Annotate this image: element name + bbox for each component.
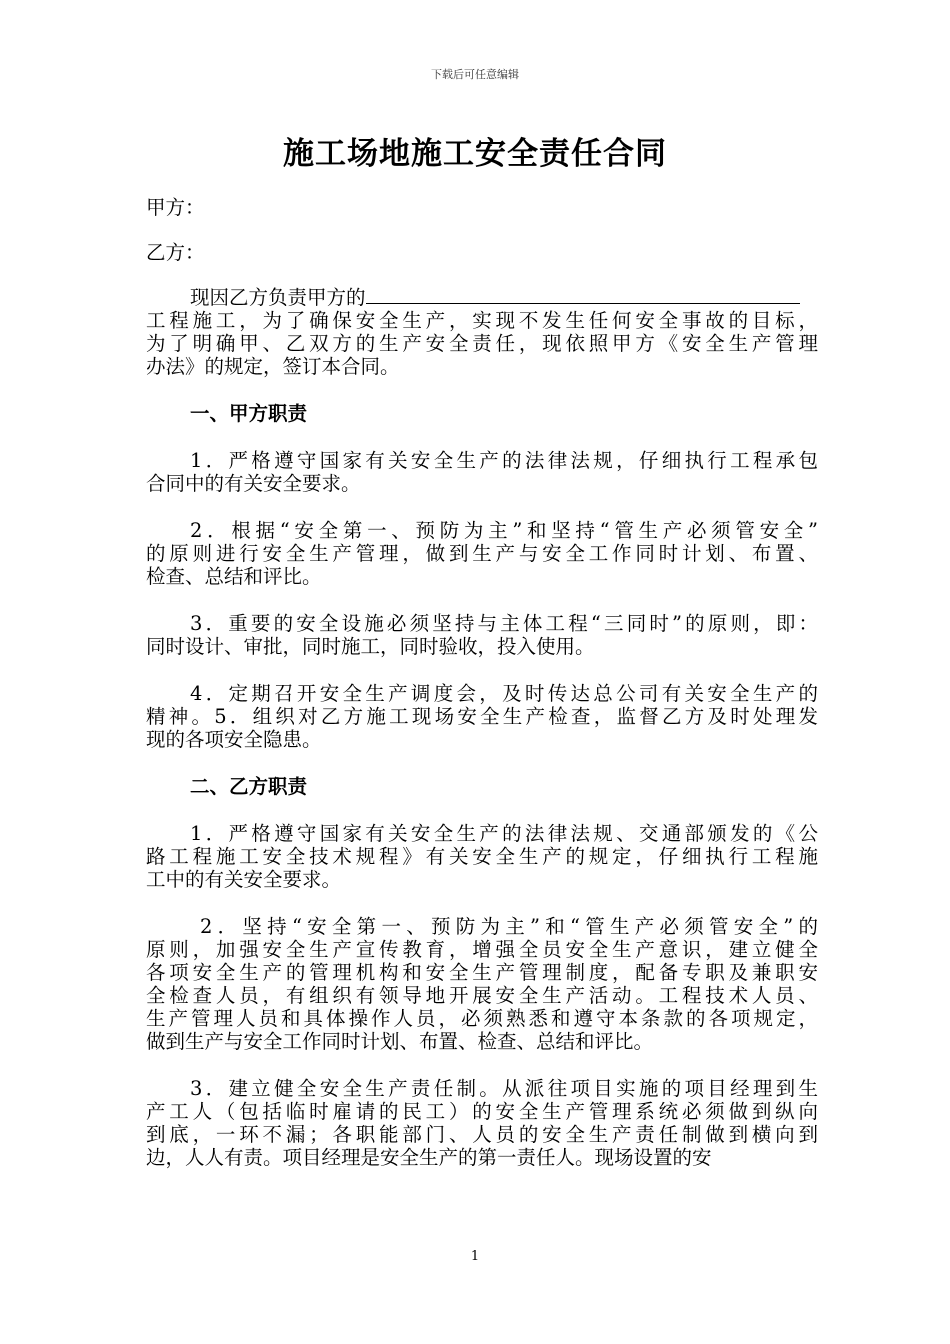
document-title: 施工场地施工安全责任合同 <box>283 136 667 172</box>
clause-line: 2．根据“安全第一、预防为主”和坚持“管生产必须管安全” <box>190 519 818 542</box>
clause-paragraph <box>146 822 818 891</box>
clause-line: 1．严格遵守国家有关安全生产的法律法规、交通部颁发的《公 <box>190 822 818 845</box>
clause-line: 4．定期召开安全生产调度会，及时传达总公司有关安全生产的 <box>190 682 818 705</box>
intro-line-1 <box>146 286 818 309</box>
clause-line: 做到生产与安全工作同时计划、布置、检查、总结和评比。 <box>146 1030 654 1053</box>
clause-line: 现的各项安全隐患。 <box>146 728 322 751</box>
clause-line: 精神。5．组织对乙方施工现场安全生产检查，监督乙方及时处理发 <box>146 705 818 728</box>
clause-line: 检查、总结和评比。 <box>146 565 322 588</box>
clause-paragraph <box>146 612 818 658</box>
clause-line: 1．严格遵守国家有关安全生产的法律法规，仔细执行工程承包 <box>190 449 818 472</box>
clause-line: 的原则进行安全生产管理，做到生产与安全工作同时计划、布置、 <box>146 542 818 565</box>
clause-line: 边，人人有责。项目经理是安全生产的第一责任人。现场设置的安 <box>146 1146 712 1169</box>
section-2-heading: 二、乙方职责 <box>190 775 308 798</box>
clause-line: 产工人（包括临时雇请的民工）的安全生产管理系统必须做到纵向 <box>146 1100 818 1123</box>
section-1-heading: 一、甲方职责 <box>190 402 308 425</box>
page-number: 1 <box>470 1249 480 1264</box>
header-note: 下载后可任意编辑 <box>431 68 519 81</box>
clause-line: 2．坚持“安全第一、预防为主”和“管生产必须管安全”的 <box>200 915 818 938</box>
clause-line: 合同中的有关安全要求。 <box>146 472 361 495</box>
clause-line: 工中的有关安全要求。 <box>146 868 342 891</box>
clause-paragraph <box>146 449 818 495</box>
intro-line-3: 为了明确甲、乙双方的生产安全责任，现依照甲方《安全生产管理 <box>146 332 818 355</box>
clause-line: 同时设计、审批，同时施工，同时验收，投入使用。 <box>146 635 595 658</box>
intro-prefix: 现因乙方负责甲方的 <box>190 286 366 309</box>
clause-line: 3．重要的安全设施必须坚持与主体工程“三同时”的原则，即： <box>190 612 818 635</box>
clause-paragraph <box>146 1077 818 1169</box>
intro-paragraph <box>146 286 818 378</box>
project-name-blank <box>366 286 800 304</box>
clause-paragraph <box>146 915 818 1053</box>
document-body <box>146 196 818 1169</box>
clause-line: 原则，加强安全生产宣传教育，增强全员安全生产意识，建立健全 <box>146 938 818 961</box>
intro-line-4: 办法》的规定，签订本合同。 <box>146 355 400 378</box>
party-a-label: 甲方： <box>146 196 205 219</box>
clause-paragraph <box>146 519 818 588</box>
clause-paragraph <box>146 682 818 751</box>
section-2-items <box>146 798 818 1169</box>
intro-line-2: 工程施工，为了确保安全生产，实现不发生任何安全事故的目标， <box>146 309 818 332</box>
clause-line: 全检查人员，有组织有领导地开展安全生产活动。工程技术人员、 <box>146 984 818 1007</box>
clause-line: 路工程施工安全技术规程》有关安全生产的规定，仔细执行工程施 <box>146 845 818 868</box>
clause-line: 到底，一环不漏；各职能部门、人员的安全生产责任制做到横向到 <box>146 1123 818 1146</box>
clause-line: 生产管理人员和具体操作人员，必须熟悉和遵守本条款的各项规定， <box>146 1007 818 1030</box>
party-b-label: 乙方： <box>146 241 205 264</box>
clause-line: 3．建立健全安全生产责任制。从派往项目实施的项目经理到生 <box>190 1077 818 1100</box>
clause-line: 各项安全生产的管理机构和安全生产管理制度，配备专职及兼职安 <box>146 961 818 984</box>
section-1-items <box>146 425 818 751</box>
